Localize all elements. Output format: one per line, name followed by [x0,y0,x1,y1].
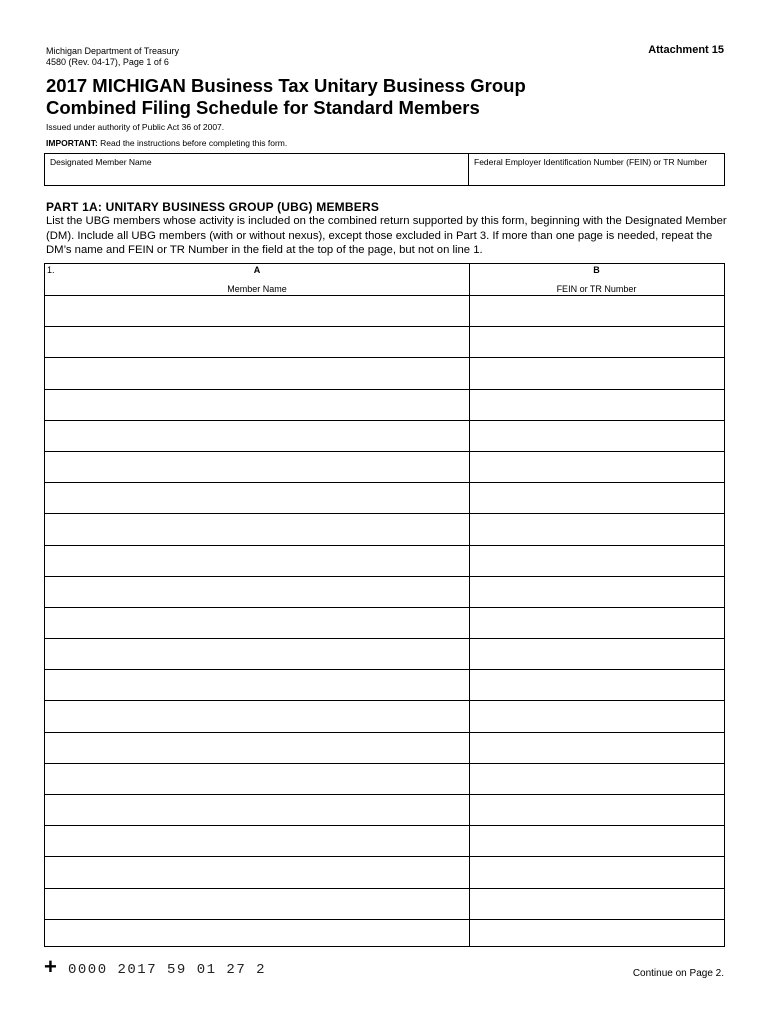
designated-member-name-field[interactable] [45,154,469,185]
member-fein-field[interactable] [470,670,724,700]
form-header-department [46,46,179,68]
table-row [45,326,724,357]
line-number: 1. [47,265,55,275]
member-name-field[interactable] [45,296,469,326]
table-row [45,732,724,763]
member-fein-field[interactable] [470,764,724,794]
member-name-field[interactable] [45,889,469,919]
department-name: Michigan Department of Treasury [46,46,180,56]
member-name-field[interactable] [45,795,469,825]
table-row [45,451,724,482]
table-row [45,919,724,950]
member-fein-field[interactable] [470,639,724,669]
page-title [46,75,726,119]
member-name-field[interactable] [45,514,469,544]
member-fein-field[interactable] [470,857,724,887]
member-fein-field[interactable] [470,608,724,638]
table-row [45,888,724,919]
column-b-label: FEIN or TR Number [556,284,637,294]
table-row [45,700,724,731]
table-row [45,638,724,669]
table-row [45,482,724,513]
table-row [45,607,724,638]
member-name-field[interactable] [45,701,469,731]
member-name-field[interactable] [45,327,469,357]
members-table [44,263,725,947]
important-text: Read the instructions before completing this form. [97,138,288,148]
member-name-field[interactable] [45,483,469,513]
table-row [45,794,724,825]
table-row [45,295,724,326]
member-fein-field[interactable] [470,421,724,451]
table-row [45,576,724,607]
table-row [45,420,724,451]
designated-member-fein-field[interactable] [469,154,724,185]
member-name-field[interactable] [45,826,469,856]
table-row [45,669,724,700]
member-name-field[interactable] [45,920,469,950]
important-note [46,138,287,148]
table-row [45,856,724,887]
table-row [45,825,724,856]
table-row [45,389,724,420]
member-fein-field[interactable] [470,701,724,731]
title-line-2: Combined Filing Schedule for Standard Members [46,97,480,118]
table-row [45,513,724,544]
member-fein-field[interactable] [470,390,724,420]
table-row [45,357,724,388]
member-name-field[interactable] [45,608,469,638]
column-a-label: Member Name [227,284,287,294]
member-name-field[interactable] [45,546,469,576]
designated-member-box [44,153,725,186]
form-revision: 4580 (Rev. 04-17), Page 1 of 6 [46,57,169,67]
member-rows [45,295,724,946]
member-fein-field[interactable] [470,358,724,388]
part-1a-title: PART 1A: UNITARY BUSINESS GROUP (UBG) MEMBERS [46,200,380,214]
member-fein-field[interactable] [470,483,724,513]
member-name-field[interactable] [45,577,469,607]
member-name-field[interactable] [45,639,469,669]
member-name-field[interactable] [45,670,469,700]
column-b-letter: B [593,265,600,275]
form-code: 0000 2017 59 01 27 2 [68,962,267,978]
attachment-number: Attachment 15 [648,44,724,56]
table-row [45,545,724,576]
member-fein-field[interactable] [470,296,724,326]
member-name-field[interactable] [45,421,469,451]
member-fein-field[interactable] [470,546,724,576]
member-fein-field[interactable] [470,920,724,950]
issued-authority: Issued under authority of Public Act 36 of 2007. [46,122,225,132]
member-fein-field[interactable] [470,826,724,856]
member-fein-field[interactable] [470,889,724,919]
member-fein-field[interactable] [470,577,724,607]
column-a-letter: A [253,265,261,275]
member-name-field[interactable] [45,452,469,482]
designated-member-fein-label: Federal Employer Identification Number (FEIN) or TR Number [474,157,708,167]
important-label: IMPORTANT: [46,138,98,148]
member-fein-field[interactable] [470,327,724,357]
continue-note: Continue on Page 2. [632,968,724,979]
member-name-field[interactable] [45,764,469,794]
member-fein-field[interactable] [470,795,724,825]
table-row [45,763,724,794]
member-fein-field[interactable] [470,514,724,544]
member-fein-field[interactable] [470,452,724,482]
member-name-field[interactable] [45,358,469,388]
member-fein-field[interactable] [470,733,724,763]
title-line-1: 2017 MICHIGAN Business Tax Unitary Business Group [46,75,526,96]
member-name-field[interactable] [45,733,469,763]
part-1a-description: List the UBG members whose activity is included on the combined return supported by this form, beginning with the Designated Member (DM). Include all UBG members (with or without nexus), except those excluded in Part 3. If more than one page is needed, repeat the DM’s name and FEIN or TR Number in the field at the top of the page, but not on line 1. [46,215,727,256]
designated-member-name-label: Designated Member Name [50,157,152,167]
member-name-field[interactable] [45,390,469,420]
member-name-field[interactable] [45,857,469,887]
plus-mark: + [44,954,57,979]
